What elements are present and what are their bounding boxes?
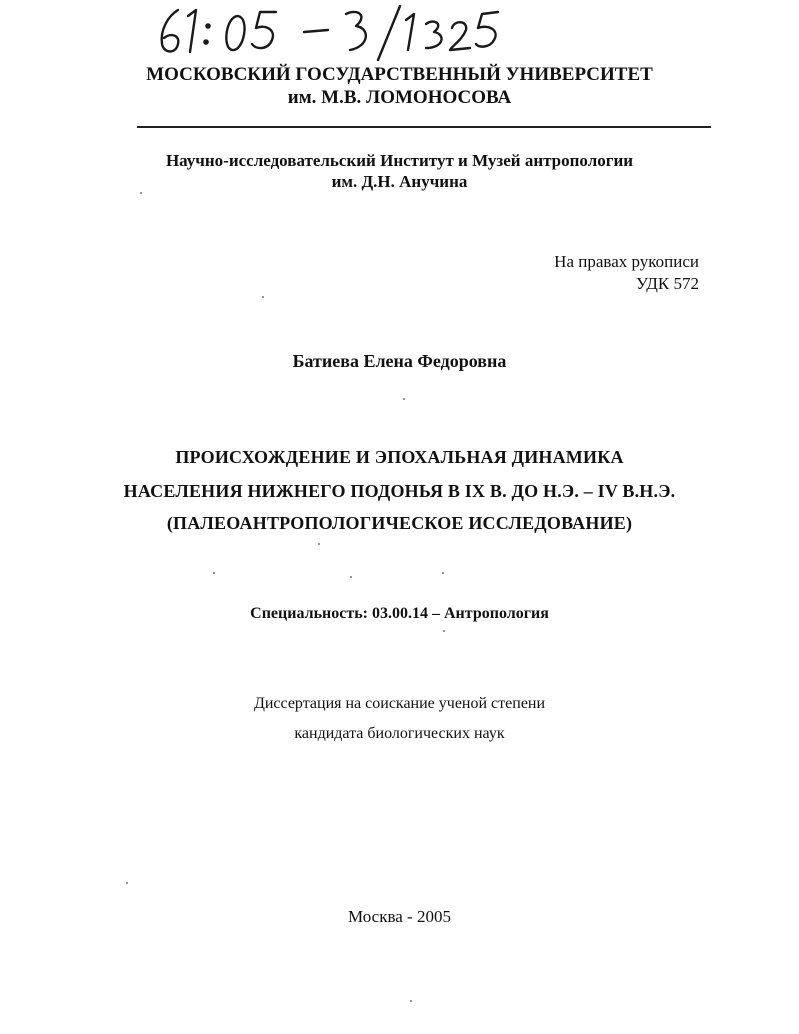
scan-speck	[350, 576, 352, 578]
scan-speck	[262, 296, 264, 298]
scan-speck	[443, 630, 445, 632]
thesis-title-line-1: ПРОИСХОЖДЕНИЕ И ЭПОХАЛЬНАЯ ДИНАМИКА	[175, 447, 624, 467]
author-name: Батиева Елена Федоровна	[292, 351, 507, 371]
scan-speck	[126, 882, 128, 884]
university-subtitle: им. М.В. ЛОМОНОСОВА	[287, 87, 512, 108]
thesis-title-line-2: НАСЕЛЕНИЯ НИЖНЕГО ПОДОНЬЯ В IX В. ДО Н.Э. – IV В.Н.Э.	[123, 481, 676, 501]
header-divider	[137, 126, 711, 128]
manuscript-rights-label: На правах рукописи	[554, 252, 699, 271]
scan-speck	[403, 398, 405, 400]
scan-speck	[410, 1000, 412, 1002]
scan-speck	[213, 572, 215, 574]
university-name: МОСКОВСКИЙ ГОСУДАРСТВЕННЫЙ УНИВЕРСИТЕТ	[146, 64, 653, 85]
city-and-year: Москва - 2005	[348, 907, 451, 926]
scan-speck	[318, 543, 320, 545]
institute-subtitle: им. Д.Н. Анучина	[331, 172, 468, 191]
manuscript-rights-block	[554, 251, 699, 295]
degree-statement-line-2: кандидата биологических наук	[294, 725, 505, 742]
specialty-line: Специальность: 03.00.14 – Антропология	[250, 605, 549, 622]
thesis-title-line-3: (ПАЛЕОАНТРОПОЛОГИЧЕСКОЕ ИССЛЕДОВАНИЕ)	[166, 513, 633, 533]
udc-code: УДК 572	[635, 274, 699, 293]
scan-speck	[140, 192, 142, 194]
scan-speck	[442, 572, 444, 574]
institute-name: Научно-исследовательский Институт и Музей антропологии	[165, 151, 634, 170]
degree-statement-line-1: Диссертация на соискание ученой степени	[253, 695, 546, 712]
handwritten-archive-number	[150, 2, 510, 64]
